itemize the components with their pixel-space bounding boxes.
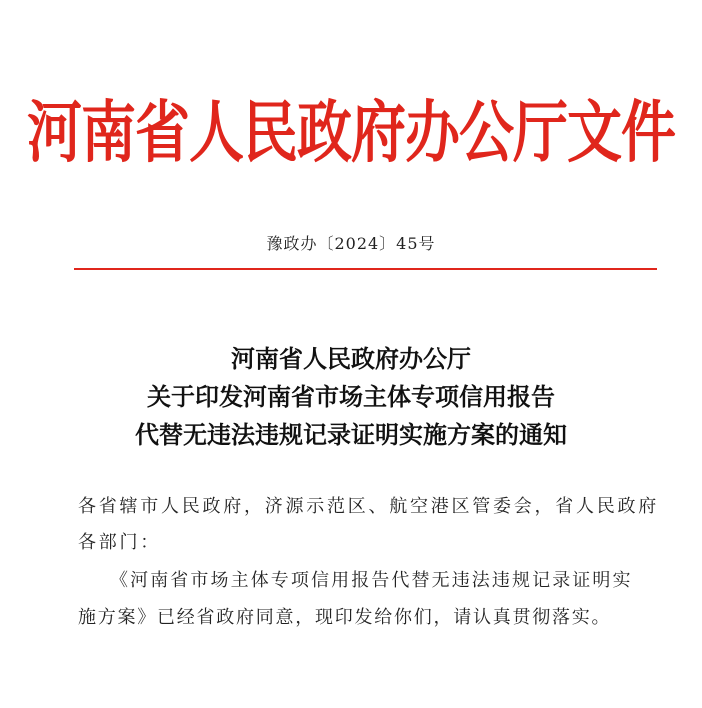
body-line-1: 《河南省市场主体专项信用报告代替无违法违规记录证明实 bbox=[110, 570, 633, 591]
notice-title-line-1: 河南省人民政府办公厅 bbox=[231, 344, 471, 373]
masthead-title: 河南省人民政府办公厅文件 bbox=[26, 92, 675, 172]
document-number: 豫政办〔2024〕45号 bbox=[266, 234, 436, 253]
notice-title-line-3: 代替无违法违规记录证明实施方案的通知 bbox=[135, 420, 567, 449]
red-divider-line bbox=[74, 268, 657, 270]
addressee-line-1: 各省辖市人民政府，济源示范区、航空港区管委会，省人民政府 bbox=[78, 496, 659, 517]
body-line-2: 施方案》已经省政府同意，现印发给你们，请认真贯彻落实。 bbox=[78, 607, 612, 628]
addressee-line-2: 各部门： bbox=[78, 532, 161, 553]
notice-title-line-2: 关于印发河南省市场主体专项信用报告 bbox=[147, 382, 555, 411]
notice-title bbox=[0, 340, 702, 454]
